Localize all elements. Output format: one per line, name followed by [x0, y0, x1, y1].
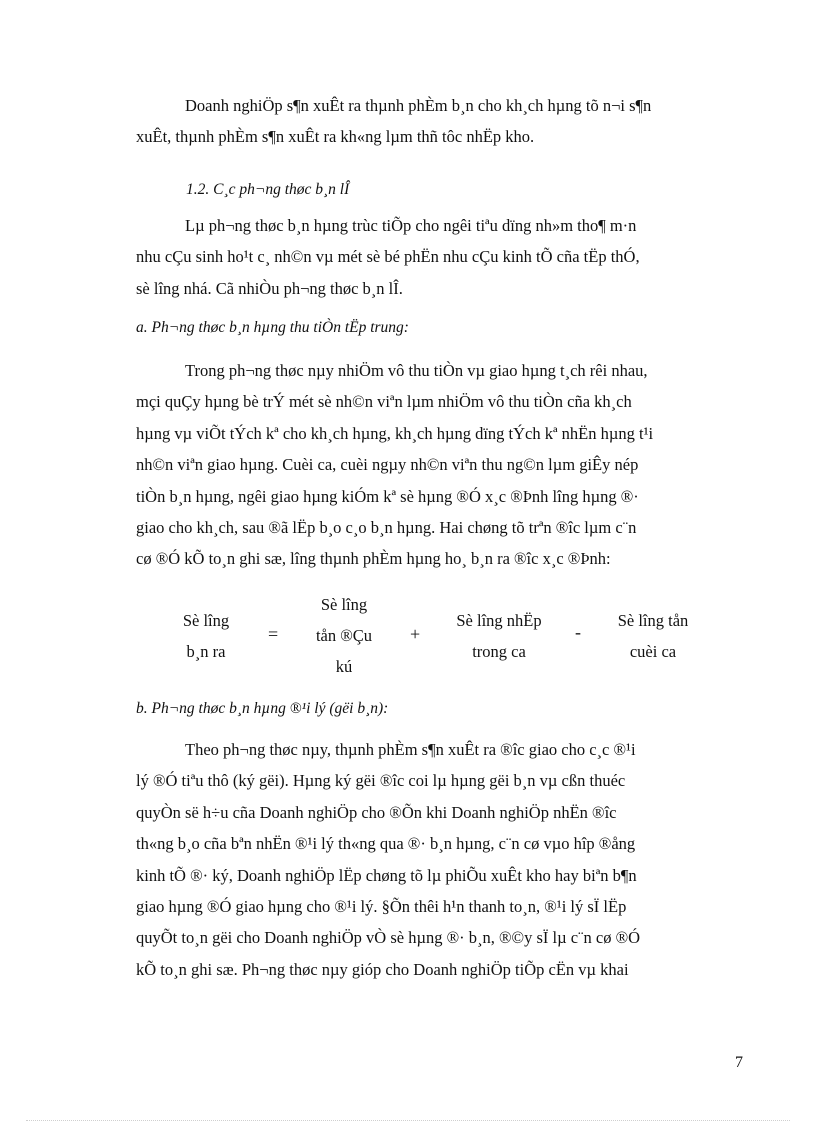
text-line: lý ®Ó tiªu thô (ký gëi). Hµng ký gëi ®îc coi lµ hµng gëi b¸n vµ cßn thuéc: [136, 771, 626, 791]
formula-text: Sè lîng tån: [617, 611, 689, 630]
formula-text: Sè lîng: [182, 611, 230, 630]
text-line: kÕ to¸n ghi sæ. Ph¬ng thøc nµy gióp cho Doanh nghiÖp tiÕp cËn vµ khai: [136, 959, 629, 979]
formula-closing-stock: [598, 605, 708, 667]
text-line: Trong ph¬ng thøc nµy nhiÖm vô thu tiÒn vµ giao hµng t¸ch rêi nhau,: [185, 361, 648, 380]
page-bottom-divider: [26, 1120, 790, 1121]
formula-text: b¸n ra: [186, 642, 226, 661]
formula-text: cuèi ca: [629, 642, 677, 661]
formula-received-quantity: [438, 605, 560, 667]
text-line: quyÕt to¸n gëi cho Doanh nghiÖp vÒ sè hµng ®· b¸n, ®©y sÏ lµ c¨n cø ®Ó: [136, 928, 641, 948]
formula-text: Sè lîng: [320, 595, 368, 614]
paragraph-b: [136, 734, 767, 985]
text-line: giao cho kh¸ch, sau ®ã lËp b¸o c¸o b¸n hµng. Hai chøng tõ trªn ®îc lµm c¨n: [136, 518, 637, 538]
text-line: hµng vµ viÕt tÝch kª cho kh¸ch hµng, kh¸ch hµng dïng tÝch kª nhËn hµng t¹i: [136, 423, 654, 443]
formula-text: Sè lîng nhËp: [456, 611, 542, 630]
text-line: cø ®Ó kÕ to¸n ghi sæ, lîng thµnh phÈm hµng ho¸ b¸n ra ®îc x¸c ®Þnh:: [136, 549, 611, 569]
text-line: tiÒn b¸n hµng, ngêi giao hµng kiÓm kª sè hµng ®Ó x¸c ®Þnh lîng hµng ®·: [136, 486, 639, 506]
retail-paragraph: [136, 210, 767, 304]
text-line: quyÒn së h÷u cña Doanh nghiÖp cho ®Õn khi Doanh nghiÖp nhËn ®îc: [136, 802, 617, 822]
text-line: Theo ph¬ng thøc nµy, thµnh phÈm s¶n xuÊt ra ®îc giao cho c¸c ®¹i: [185, 740, 636, 759]
text-line: xuÊt, thµnh phÈm s¶n xuÊt ra kh«ng lµm thñ tôc nhËp kho.: [136, 127, 535, 147]
subheading-b: b. Ph¬ng thøc b¸n hµng ®¹i lý (gëi b¸n):: [136, 700, 389, 717]
section-heading: 1.2. C¸c ph¬ng thøc b¸n lÎ: [186, 181, 350, 198]
formula-minus-sign: -: [575, 622, 581, 642]
paragraph-a: [136, 355, 767, 575]
text-line: nh©n viªn giao hµng. Cuèi ca, cuèi ngµy nh©n viªn thu ng©n lµm giÊy nép: [136, 455, 639, 475]
text-line: mçi quÇy hµng bè trÝ mét sè nh©n viªn lµm nhiÖm vô thu tiÒn cña kh¸ch: [136, 392, 632, 412]
formula-plus-sign: +: [410, 624, 421, 644]
formula-equals-sign: =: [268, 624, 279, 644]
text-line: Lµ ph¬ng thøc b¸n hµng trùc tiÕp cho ngêi tiªu dïng nh»m tho¶ m·n: [185, 216, 637, 235]
formula-text: kú: [335, 657, 353, 676]
text-line: th«ng b¸o cña bªn nhËn ®¹i lý th«ng qua ®· b¸n hµng, c¨n cø vµo hîp ®ång: [136, 834, 636, 854]
formula-sold-quantity: [160, 605, 252, 667]
text-line: Doanh nghiÖp s¶n xuÊt ra thµnh phÈm b¸n cho kh¸ch hµng tõ n¬i s¶n: [185, 96, 652, 115]
subheading-a: a. Ph¬ng thøc b¸n hµng thu tiÒn tËp trung:: [136, 319, 409, 336]
formula-opening-stock: [296, 589, 392, 682]
text-line: giao hµng ®Ó giao hµng cho ®¹i lý. §Õn thêi h¹n thanh to¸n, ®¹i lý sÏ lËp: [136, 897, 627, 917]
intro-paragraph: [136, 90, 767, 153]
formula-text: trong ca: [472, 642, 526, 661]
text-line: sè lîng nhá. Cã nhiÒu ph¬ng thøc b¸n lÎ.: [136, 278, 403, 298]
text-line: kinh tÕ ®· ký, Doanh nghiÖp lËp chøng tõ lµ phiÕu xuÊt kho hay biªn b¶n: [136, 865, 637, 885]
page-number: 7: [735, 1054, 743, 1071]
text-line: nhu cÇu sinh ho¹t c¸ nh©n vµ mét sè bé phËn nhu cÇu kinh tÕ cña tËp thÓ,: [136, 247, 640, 267]
formula-text: tån ®Çu: [315, 626, 373, 645]
